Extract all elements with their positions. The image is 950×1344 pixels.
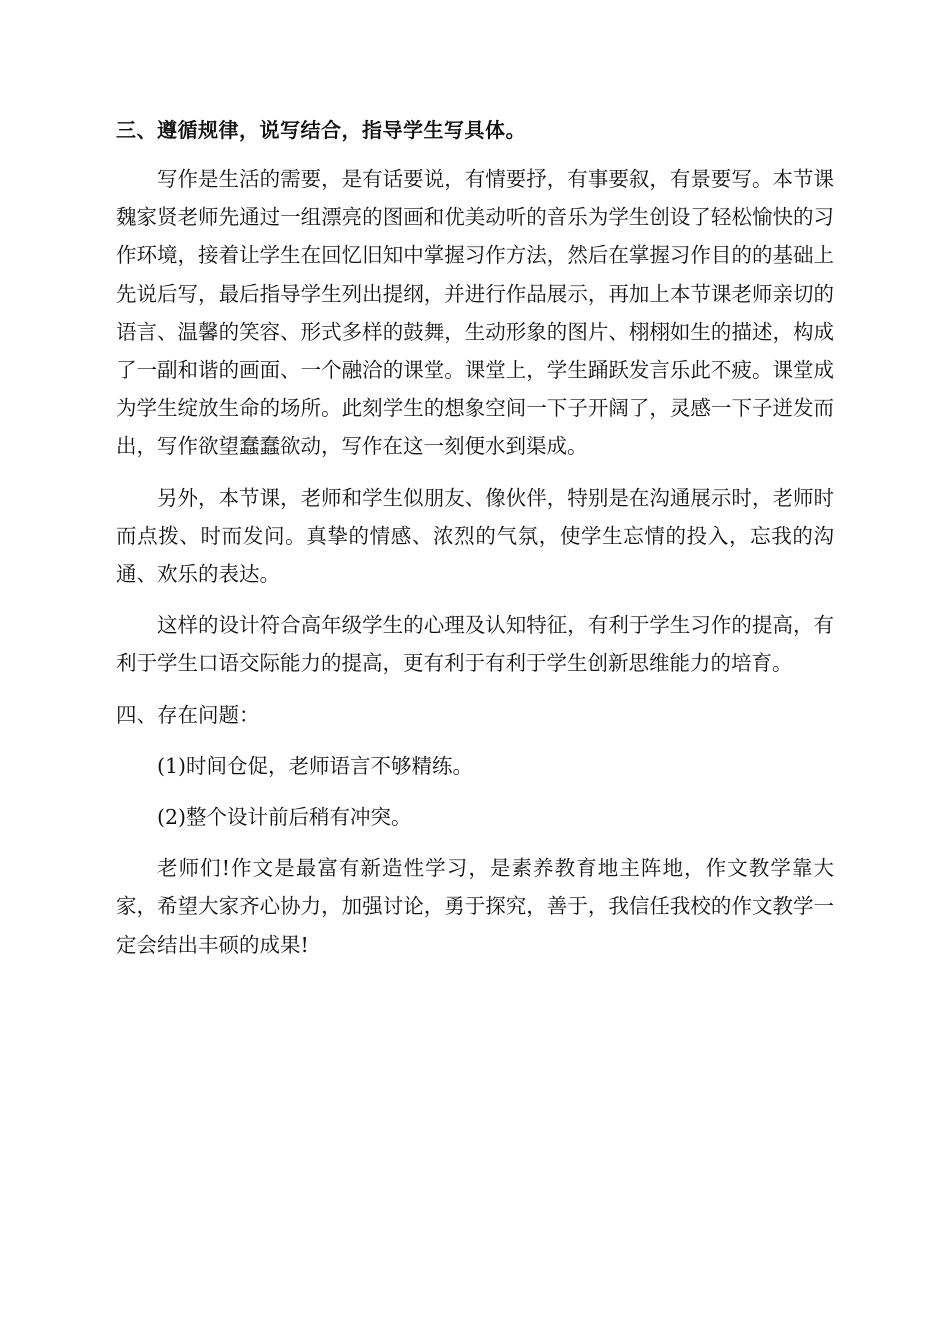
section-three-paragraph-3: 这样的设计符合高年级学生的心理及认知特征，有利于学生习作的提高，有利于学生口语交际能力的提高，更有利于有利于学生创新思维能力的培育。 [116,613,834,676]
closing-paragraph: 老师们!作文是最富有新造性学习，是素养教育地主阵地，作文教学靠大家，希望大家齐心协力，加强讨论，勇于探究，善于，我信任我校的作文教学一定会结出丰硕的成果! [116,856,834,957]
section-three-heading: 三、遵循规律，说写结合，指导学生写具体。 [116,118,526,142]
section-four-heading: 四、存在问题： [116,702,260,727]
section-three-paragraph-2: 另外，本节课，老师和学生似朋友、像伙伴，特别是在沟通展示时，老师时而点拨、时而发问。真挚的情感、浓烈的气氛，使学生忘情的投入，忘我的沟通、欢乐的表达。 [116,485,834,587]
document-page [116,110,834,977]
problem-item-1: (1)时间仓促，老师语言不够精练。 [157,753,474,778]
section-three-paragraph-1: 写作是生活的需要，是有话要说，有情要抒，有事要叙，有景要写。本节课魏家贤老师先通过一组漂亮的图画和优美动听的音乐为学生创设了轻松愉快的习作环境，接着让学生在回忆旧知中掌握习作方法，然后在掌握习作目的的基础上先说后写，最后指导学生列出提纲，并进行作品展示，再加上本节课老师亲切的语言、温馨的笑容、形式多样的鼓舞，生动形象的图片、栩栩如生的描述，构成了一副和谐的画面、一个融洽的课堂。课堂上，学生踊跃发言乐此不疲。课堂成为学生绽放生命的场所。此刻学生的想象空间一下子开阔了，灵感一下子迸发而出，写作欲望蠢蠢欲动，写作在这一刻便水到渠成。 [116,167,834,459]
problem-item-2: (2)整个设计前后稍有冲突。 [157,805,412,830]
